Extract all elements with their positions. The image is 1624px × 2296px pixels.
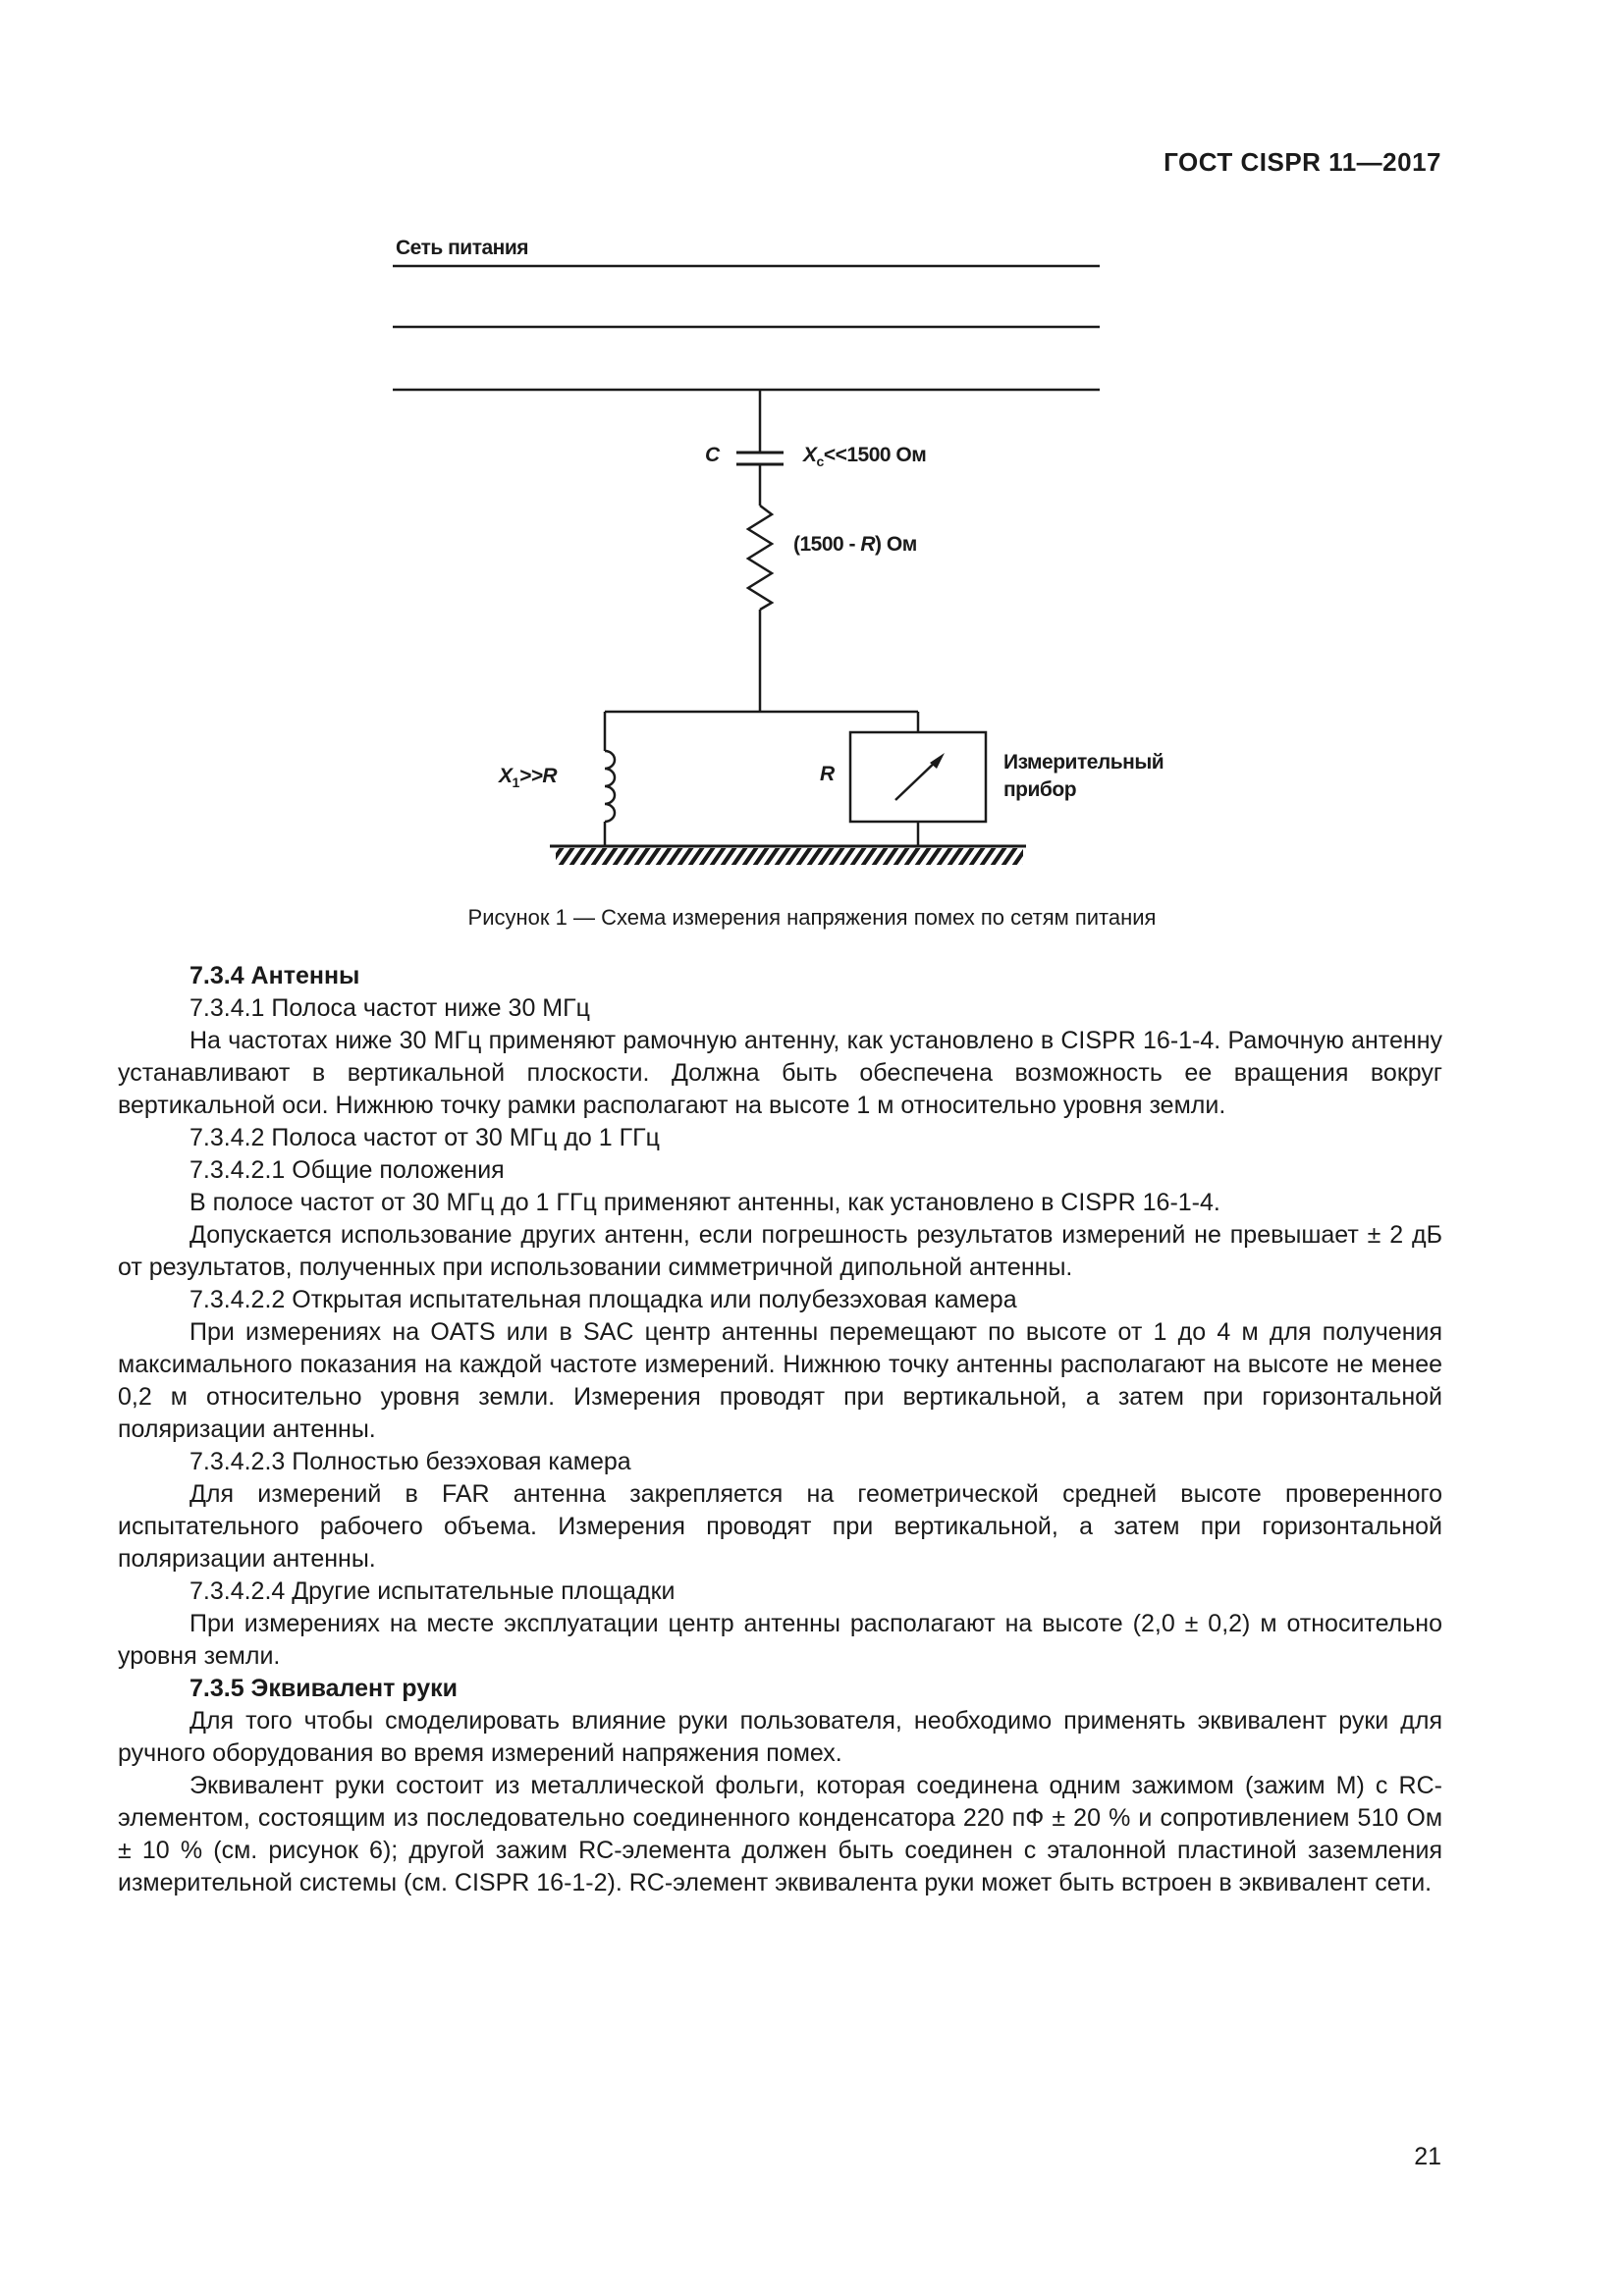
page-number: 21 [1414,2143,1441,2170]
capacitor-reactance-label: $X_c<<1500$ Ом [803,444,927,470]
meter-resistance-label: R [820,763,835,785]
section-heading-hand-equivalent: 7.3.5 Эквивалент руки [189,1675,458,1702]
paragraph: При измерениях на месте эксплуатации центр антенны располагают на высоте (2,0 ± 0,2) м относительно уровня земли. [118,1610,1442,1670]
body-text [118,960,1442,1899]
meter-label-line-2: прибор [1003,778,1077,801]
paragraph: Для измерений в FAR антенна закрепляется на геометрической средней высоте проверенного испытательного рабочего объема. Измерения проводят при вертикальной, а затем при горизонтальной поляризации антенны. [118,1480,1442,1573]
meter-label-line-1: Измерительный [1003,751,1164,774]
inductor-coil [605,751,615,822]
subsection-heading: 7.3.4.2 Полоса частот от 30 МГц до 1 ГГц [189,1124,661,1151]
paragraph: На частотах ниже 30 МГц применяют рамочную антенну, как установлено в CISPR 16-1-4. Рамочную антенну устанавливают в вертикальной плоскости. Должна быть обеспечена возможность ее вращения вокруг вертикальной оси. Нижнюю точку рамки располагают на высоте 1 м относительно уровня земли. [118,1027,1442,1119]
ground-hatching [556,848,1023,865]
paragraph: Эквивалент руки состоит из металлической фольги, которая соединена одним зажимом (зажим М) с RC-элементом, состоящим из последовательно соединенного конденсатора 220 пФ ± 20 % и сопротивлением 510 Ом ± 10 % (см. рисунок 6); другой зажим RC-элемента должен быть соединен с эталонной пластиной заземления измерительной системы (см. CISPR 16-1-2). RC-элемент эквивалента руки может быть встроен в эквивалент сети. [118,1772,1442,1896]
paragraph: Для того чтобы смоделировать влияние руки пользователя, необходимо применять эквивалент руки для ручного оборудования во время измерений напряжения помех. [118,1707,1442,1767]
resistor-label: (1500 - R) Ом [793,533,917,556]
subsection-heading: 7.3.4.2.3 Полностью безэховая камера [189,1448,631,1475]
capacitor-label: С [705,444,720,466]
subsection-heading: 7.3.4.2.2 Открытая испытательная площадка или полубезэховая камера [189,1286,1017,1313]
subsection-heading: 7.3.4.2.4 Другие испытательные площадки [189,1577,676,1605]
figure-caption: Рисунок 1 — Схема измерения напряжения помех по сетям питания [467,905,1157,930]
section-heading-antennas: 7.3.4 Антенны [189,962,360,989]
inductor-label: $X_1>>R$ [499,765,558,791]
resistor-zigzag [748,506,772,610]
paragraph: В полосе частот от 30 МГц до 1 ГГц применяют антенны, как установлено в CISPR 16-1-4. [189,1189,1220,1216]
mains-label: Сеть питания [396,237,529,259]
standard-header: ГОСТ CISPR 11—2017 [1164,147,1441,177]
subsection-heading: 7.3.4.2.1 Общие положения [189,1156,505,1184]
paragraph: При измерениях на OATS или в SAC центр антенны перемещают по высоте от 1 до 4 м для получения максимального показания на каждой частоте измерений. Нижнюю точку антенны располагают на высоте не менее 0,2 м относительно уровня земли. Измерения проводят при вертикальной, а затем при горизонтальной поляризации антенны. [118,1318,1442,1443]
subsection-heading: 7.3.4.1 Полоса частот ниже 30 МГц [189,994,590,1022]
measurement-circuit-diagram [383,221,1188,883]
paragraph: Допускается использование других антенн, если погрешность результатов измерений не превышает ± 2 дБ от результатов, полученных при использовании симметричной дипольной антенны. [118,1221,1442,1281]
